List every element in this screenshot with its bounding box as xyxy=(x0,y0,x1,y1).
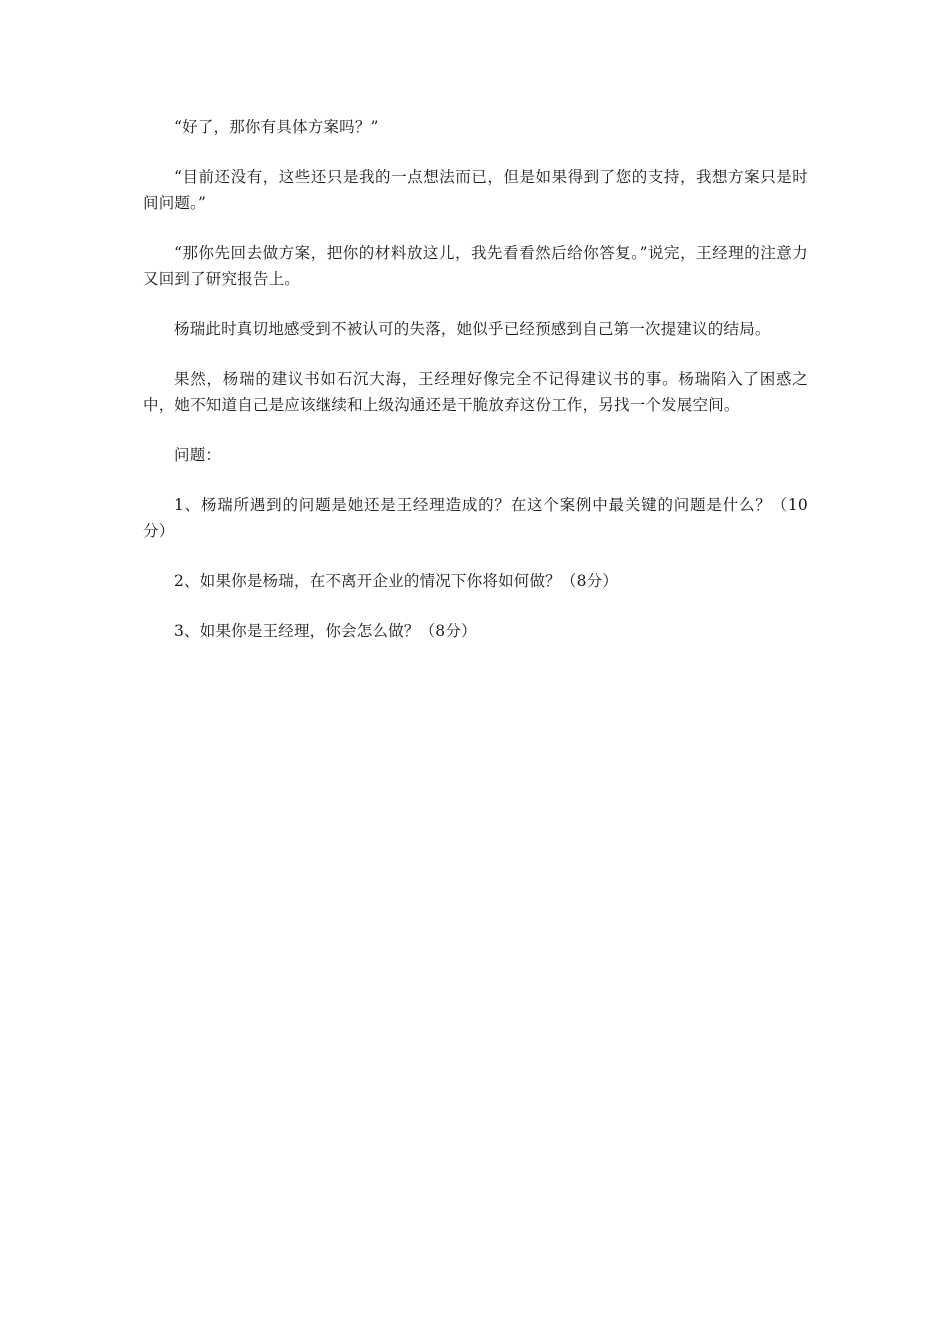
question-2: 2、如果你是杨瑞，在不离开企业的情况下你将如何做？（8分） xyxy=(174,572,619,590)
dialogue-paragraph-1: “好了，那你有具体方案吗？” xyxy=(174,118,379,136)
questions-heading: 问题： xyxy=(174,446,222,464)
narrative-paragraph-1: 杨瑞此时真切地感受到不被认可的失落，她似乎已经预感到自己第一次提建议的结局。 xyxy=(174,320,771,338)
narrative-paragraph-2: 果然，杨瑞的建议书如石沉大海，王经理好像完全不记得建议书的事。杨瑞陷入了困惑之中，她不知道自己是应该继续和上级沟通还是干脆放弃这份工作，另找一个发展空间。 xyxy=(143,370,808,414)
dialogue-paragraph-2: “目前还没有，这些还只是我的一点想法而已，但是如果得到了您的支持，我想方案只是时间问题。” xyxy=(143,168,808,212)
document-body xyxy=(143,114,808,668)
question-1: 1、杨瑞所遇到的问题是她还是王经理造成的？在这个案例中最关键的问题是什么？（10分） xyxy=(143,496,808,540)
dialogue-paragraph-3: “那你先回去做方案，把你的材料放这儿，我先看看然后给你答复。”说完，王经理的注意力又回到了研究报告上。 xyxy=(143,244,808,288)
question-3: 3、如果你是王经理，你会怎么做？（8分） xyxy=(174,622,477,640)
